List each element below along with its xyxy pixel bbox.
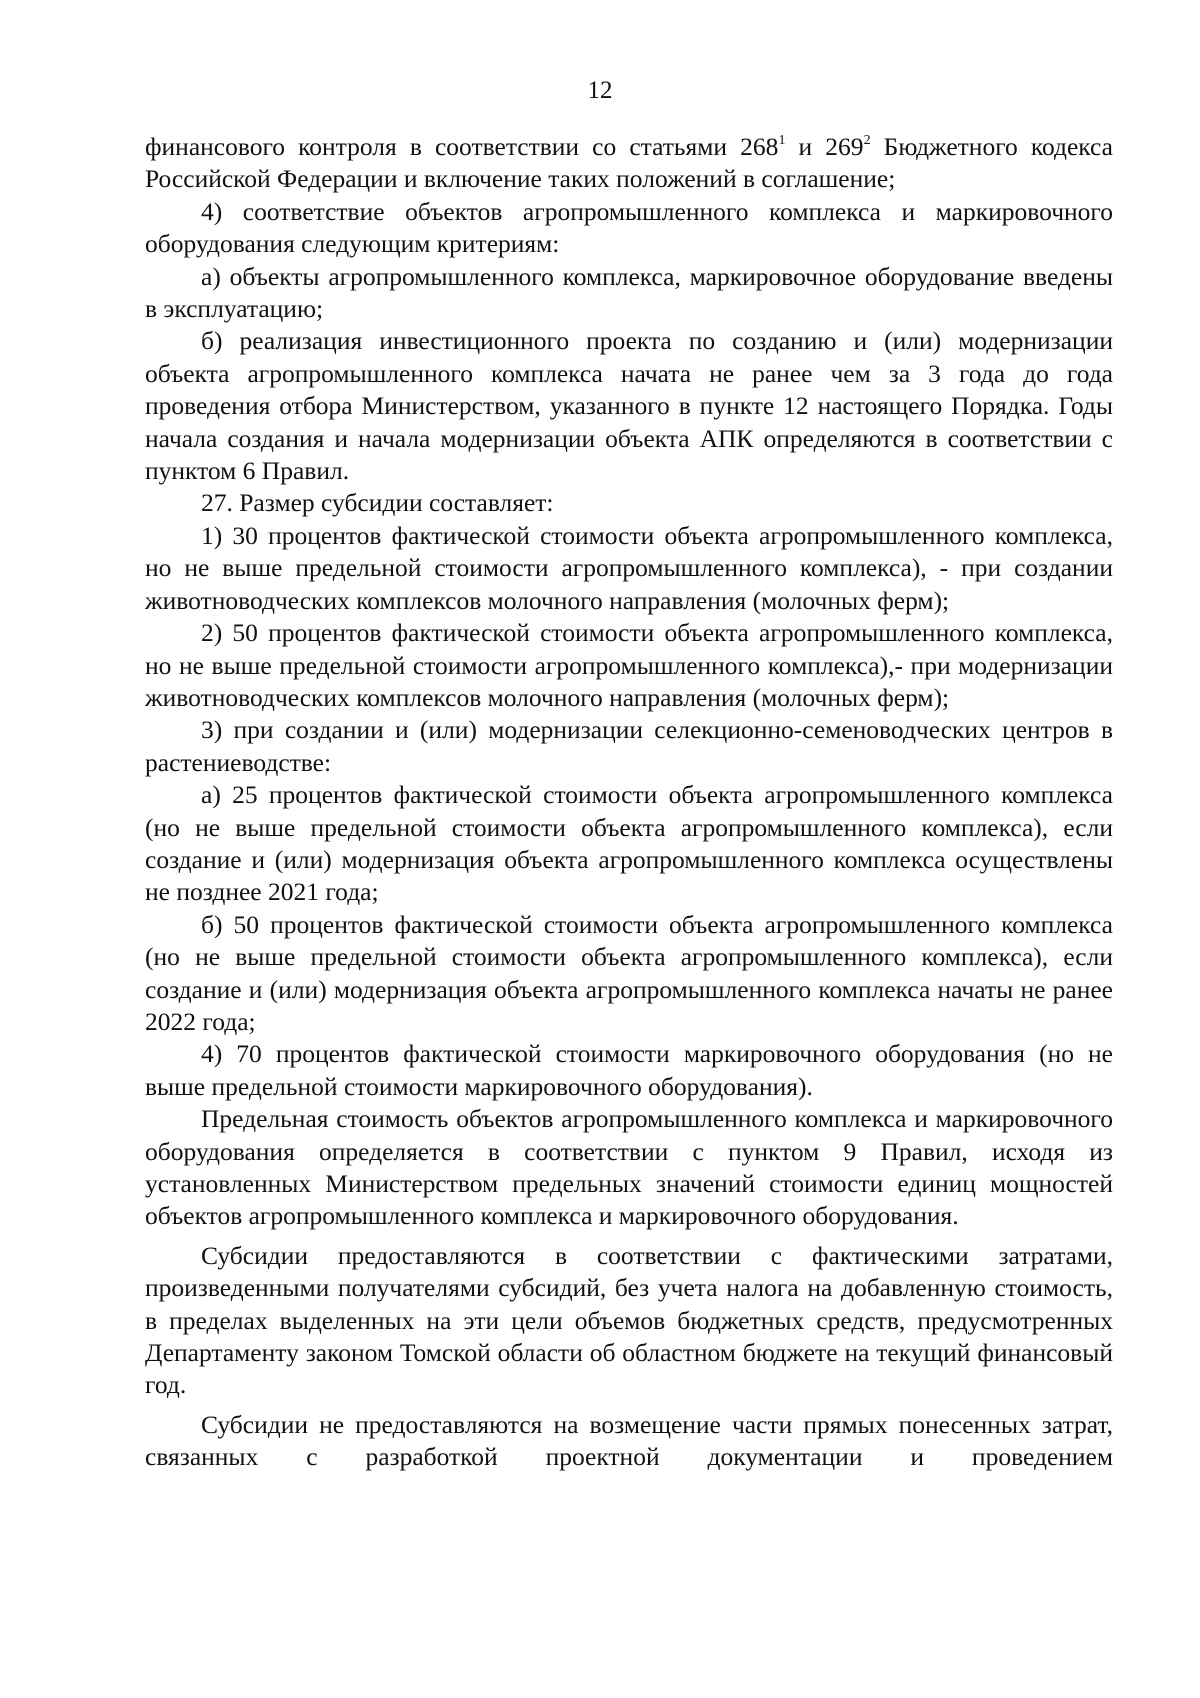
paragraph-rate-3b: б) 50 процентов фактической стоимости объекта агропромышленного комплекса (но не выше предельной стоимости объекта агропромышленного комплекса), если создание и (или) модернизация объекта агропромышленного комплекса начаты не ранее 2022 года; <box>145 909 1113 1036</box>
paragraph-continuation <box>145 131 1113 196</box>
paragraph-rate-3: 3) при создании и (или) модернизации селекционно-семеноводческих центров в растениеводстве: <box>145 715 1113 777</box>
superscript: 2 <box>863 133 871 148</box>
text-run: Бюджетного кодекса Российской Федерации и включение таких положений в соглашение; <box>145 132 1113 194</box>
paragraph-item-4: 4) соответствие объектов агропромышленного комплекса и маркировочного оборудования следующим критериям: <box>145 196 1113 259</box>
paragraph-rate-2: 2) 50 процентов фактической стоимости объекта агропромышленного комплекса, но не выше предельной стоимости агропромышленного комплекса),- при модернизации животноводческих комплексов молочного направления (молочных ферм); <box>145 618 1113 712</box>
superscript: 1 <box>778 133 786 148</box>
paragraph-rate-4: 4) 70 процентов фактической стоимости маркировочного оборудования (но не выше предельной стоимости маркировочного оборудования). <box>145 1039 1113 1101</box>
paragraph-rate-1: 1) 30 процентов фактической стоимости объекта агропромышленного комплекса, но не выше предельной стоимости агропромышленного комплекса), - при создании животноводческих комплексов молочного направления (молочных ферм); <box>145 520 1113 615</box>
paragraph-section-27: 27. Размер субсидии составляет: <box>201 488 554 518</box>
text-run: и 269 <box>785 132 864 161</box>
paragraph-subitem-b: б) реализация инвестиционного проекта по созданию и (или) модернизации объекта агропромышленного комплекса начата не ранее чем за 3 года до года проведения отбора Министерством, указанного в пункте 12 настоящего Порядка. Годы начала создания и начала модернизации объекта АПК определяются в соответствии с пунктом 6 Правил. <box>145 326 1113 486</box>
paragraph-subsidy-exclusion: Субсидии не предоставляются на возмещение части прямых понесенных затрат, связанных с разработкой проектной документации и проведением <box>145 1409 1113 1472</box>
paragraph-max-cost: Предельная стоимость объектов агропромышленного комплекса и маркировочного оборудования определяется в соответствии с пунктом 9 Правил, исходя из установленных Министерством предельных значений стоимости единиц мощностей объектов агропромышленного комплекса и маркировочного оборудования. <box>145 1104 1113 1231</box>
paragraph-rate-3a: а) 25 процентов фактической стоимости объекта агропромышленного комплекса (но не выше предельной стоимости объекта агропромышленного комплекса), если создание и (или) модернизация объекта агропромышленного комплекса осуществлены не позднее 2021 года; <box>145 780 1113 907</box>
document-body <box>145 131 1113 1474</box>
page-number: 12 <box>587 77 613 104</box>
paragraph-subsidy-provision: Субсидии предоставляются в соответствии с фактическими затратами, произведенными получателями субсидий, без учета налога на добавленную стоимость, в пределах выделенных на эти цели объемов бюджетных средств, предусмотренных Департаменту законом Томской области об областном бюджете на текущий финансовый год. <box>145 1240 1113 1400</box>
paragraph-subitem-a: а) объекты агропромышленного комплекса, маркировочное оборудование введены в эксплуатацию; <box>145 261 1113 324</box>
text-run: финансового контроля в соответствии со статьями 268 <box>145 132 779 161</box>
